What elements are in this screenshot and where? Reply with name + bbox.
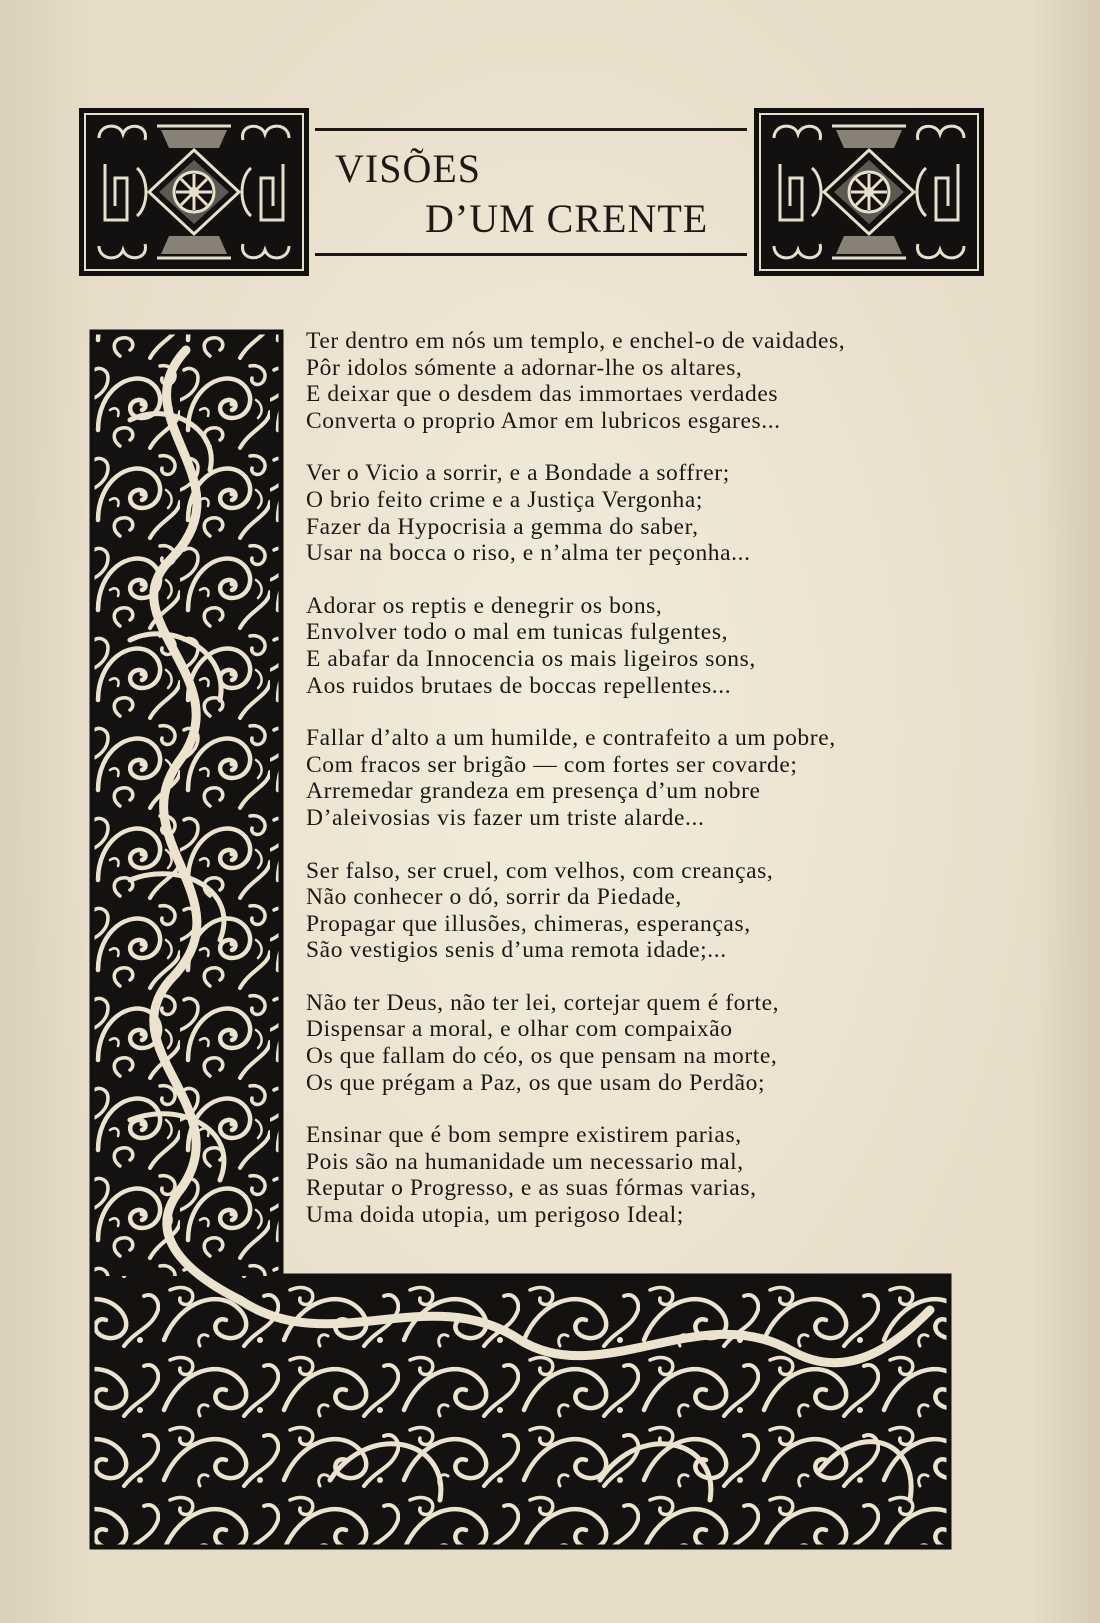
title-line-2: D’UM CRENTE xyxy=(425,196,709,241)
verse-line: Pôr idolos sómente a adornar-lhe os altares, xyxy=(306,354,743,381)
stanza-7 xyxy=(306,1122,996,1228)
verse-line: Dispensar a moral, e olhar com compaixão xyxy=(306,1016,733,1043)
verse-line: E deixar que o desdem das immortaes verdades xyxy=(306,381,779,408)
verse-line: D’aleivosias vis fazer um triste alarde... xyxy=(306,804,705,831)
verse-line: Ser falso, ser cruel, com velhos, com creanças, xyxy=(306,857,774,884)
title-line-1: VISÕES xyxy=(335,146,482,191)
verse-line: Reputar o Progresso, e as suas fórmas varias, xyxy=(306,1175,757,1202)
stanza-3 xyxy=(306,593,996,699)
poem-body xyxy=(306,328,996,1255)
verse-line: Aos ruidos brutaes de boccas repellentes... xyxy=(306,672,732,699)
verse-line: Uma doida utopia, um perigoso Ideal; xyxy=(306,1202,684,1229)
stanza-1 xyxy=(306,328,996,434)
verse-line: Fazer da Hypocrisia a gemma do saber, xyxy=(306,513,699,540)
verse-line: Ter dentro em nós um templo, e enchel-o de vaidades, xyxy=(306,328,846,354)
verse-line: Os que fallam do céo, os que pensam na morte, xyxy=(306,1043,778,1070)
verse-line: Não conhecer o dó, sorrir da Piedade, xyxy=(306,884,682,911)
verse-line: E abafar da Innocencia os mais ligeiros sons, xyxy=(306,645,756,672)
verse-line: O brio feito crime e a Justiça Vergonha; xyxy=(306,486,704,513)
verse-line: Usar na bocca o riso, e n’alma ter peçonha... xyxy=(306,540,751,567)
stanza-6 xyxy=(306,990,996,1096)
stanza-2 xyxy=(306,460,996,566)
verse-line: Ensinar que é bom sempre existirem parias, xyxy=(306,1122,742,1149)
stanza-5 xyxy=(306,858,996,964)
stanza-4 xyxy=(306,725,996,831)
verse-line: Adorar os reptis e denegrir os bons, xyxy=(306,592,663,619)
verse-line: Com fracos ser brigão — com fortes ser covarde; xyxy=(306,751,798,778)
verse-line: Arremedar grandeza em presença d’um nobre xyxy=(306,778,761,805)
verse-line: São vestigios senis d’uma remota idade;... xyxy=(306,937,727,964)
verse-line: Os que prégam a Paz, os que usam do Perdão; xyxy=(306,1069,766,1096)
verse-line: Converta o proprio Amor em lubricos esgares... xyxy=(306,407,781,434)
verse-line: Envolver todo o mal em tunicas fulgentes, xyxy=(306,619,729,646)
verse-line: Propagar que illusões, chimeras, esperanças, xyxy=(306,910,751,937)
verse-line: Não ter Deus, não ter lei, cortejar quem é forte, xyxy=(306,989,780,1016)
verse-line: Pois são na humanidade um necessario mal, xyxy=(306,1148,744,1175)
verse-line: Ver o Vicio a sorrir, e a Bondade a soffrer; xyxy=(306,460,730,487)
verse-line: Fallar d’alto a um humilde, e contrafeito a um pobre, xyxy=(306,725,836,752)
